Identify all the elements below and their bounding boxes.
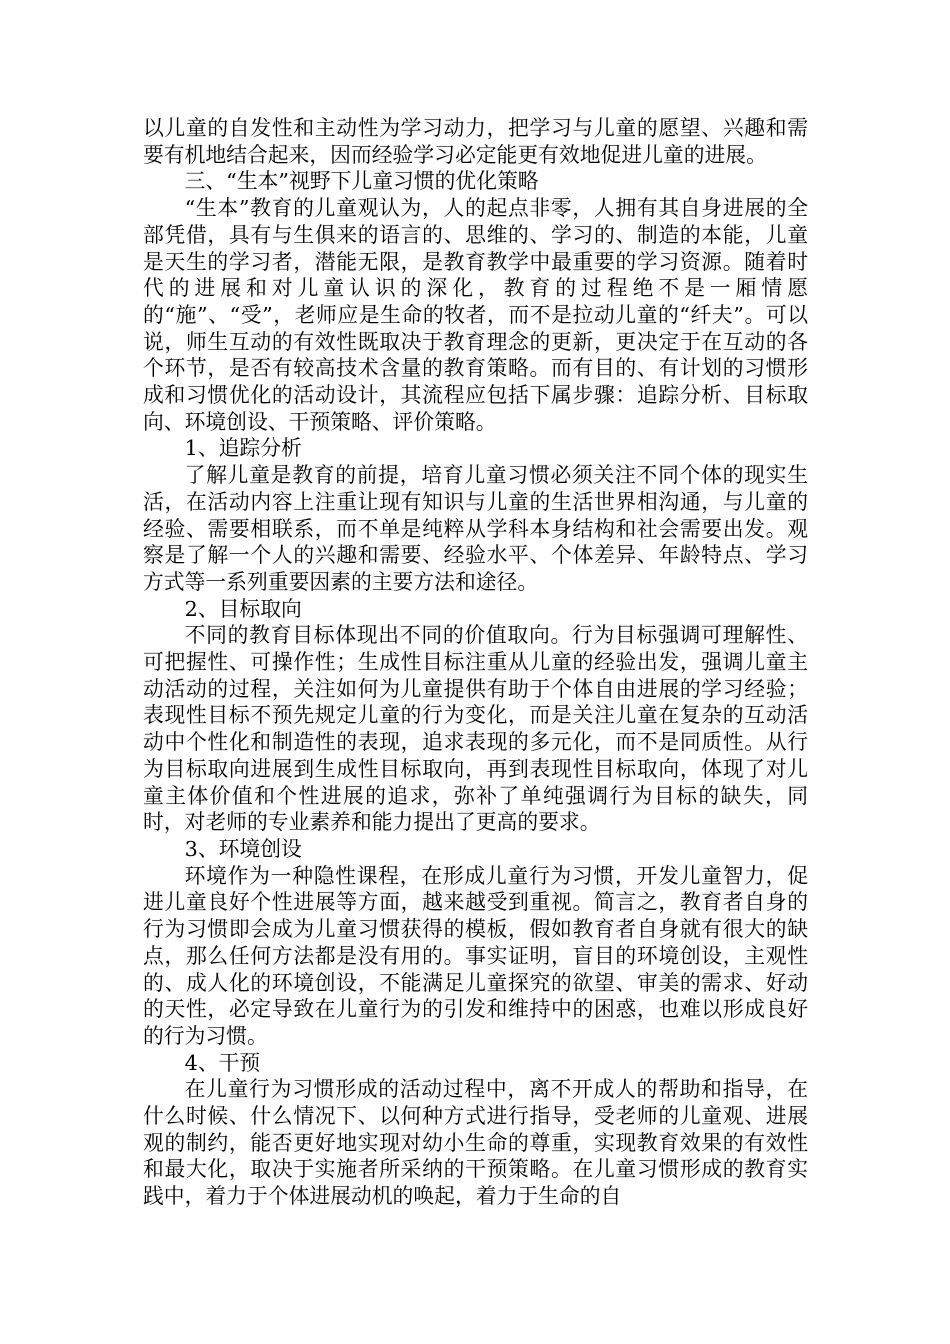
- paragraph-intervention: 在儿童行为习惯形成的活动过程中，离不开成人的帮助和指导，在什么时候、什么情况下、以何种方式进行指导，受老师的儿童观、进展观的制约，能否更好地实现对幼小生命的尊重，实现教育效果的有效性和最大化，取决于实施者所采纳的干预策略。在儿童习惯形成的教育实践中，着力于个体进展动机的唤起，着力于生命的自: [143, 1077, 808, 1209]
- paragraph-environment-creation: 环境作为一种隐性课程，在形成儿童行为习惯，开发儿童智力，促进儿童良好个性进展等方面，越来越受到重视。简言之，教育者自身的行为习惯即会成为儿童习惯获得的模板，假如教育者自身就有很大的缺点，那么任何方法都是没有用的。事实证明，盲目的环境创设，主观性的、成人化的环境创设，不能满足儿童探究的欲望、审美的需求、好动的天性，必定导致在儿童行为的引发和维持中的困惑，也难以形成良好的行为习惯。: [143, 863, 808, 1048]
- subheading-environment-creation: 3、环境创设: [184, 836, 302, 861]
- subheading-intervention: 4、干预: [184, 1050, 261, 1075]
- paragraph-goal-orientation: 不同的教育目标体现出不同的价值取向。行为目标强调可理解性、可把握性、可操作性；生成性目标注重从儿童的经验出发，强调儿童主动活动的过程，关注如何为儿童提供有助于个体自由进展的学习经验；表现性目标不预先规定儿童的行为变化，而是关注儿童在复杂的互动活动中个性化和制造性的表现，追求表现的多元化，而不是同质性。从行为目标取向进展到生成性目标取向，再到表现性目标取向，体现了对儿童主体价值和个性进展的追求，弥补了单纯强调行为目标的缺失，同时，对老师的专业素养和能力提出了更高的要求。: [143, 623, 808, 835]
- paragraph-continuation: 以儿童的自发性和主动性为学习动力，把学习与儿童的愿望、兴趣和需要有机地结合起来，因而经验学习必定能更有效地促进儿童的进展。: [143, 116, 808, 167]
- document-body: [143, 115, 808, 1210]
- section-heading-3: 三、“生本”视野下儿童习惯的优化策略: [184, 169, 539, 194]
- paragraph-shengben-view: “生本”教育的儿童观认为，人的起点非零，人拥有其自身进展的全部凭借，具有与生俱来的语言的、思维的、学习的、制造的本能，儿童是天生的学习者，潜能无限，是教育教学中最重要的学习资源。随着时代的进展和对儿童认识的深化，教育的过程绝不是一厢情愿的“施”、“受”，老师应是生命的牧者，而不是拉动儿童的“纤夫”。可以说，师生互动的有效性既取决于教育理念的更新，更决定于在互动的各个环节，是否有较高技术含量的教育策略。而有目的、有计划的习惯形成和习惯优化的活动设计，其流程应包括下属步骤：追踪分析、目标取向、环境创设、干预策略、评价策略。: [143, 196, 808, 434]
- subheading-tracking-analysis: 1、追踪分析: [184, 436, 302, 461]
- paragraph-tracking-analysis: 了解儿童是教育的前提，培育儿童习惯必须关注不同个体的现实生活，在活动内容上注重让现有知识与儿童的生活世界相沟通，与儿童的经验、需要相联系，而不单是纯粹从学科本身结构和社会需要出发。观察是了解一个人的兴趣和需要、经验水平、个体差异、年龄特点、学习方式等一系列重要因素的主要方法和途径。: [143, 463, 808, 594]
- subheading-goal-orientation: 2、目标取向: [184, 596, 302, 621]
